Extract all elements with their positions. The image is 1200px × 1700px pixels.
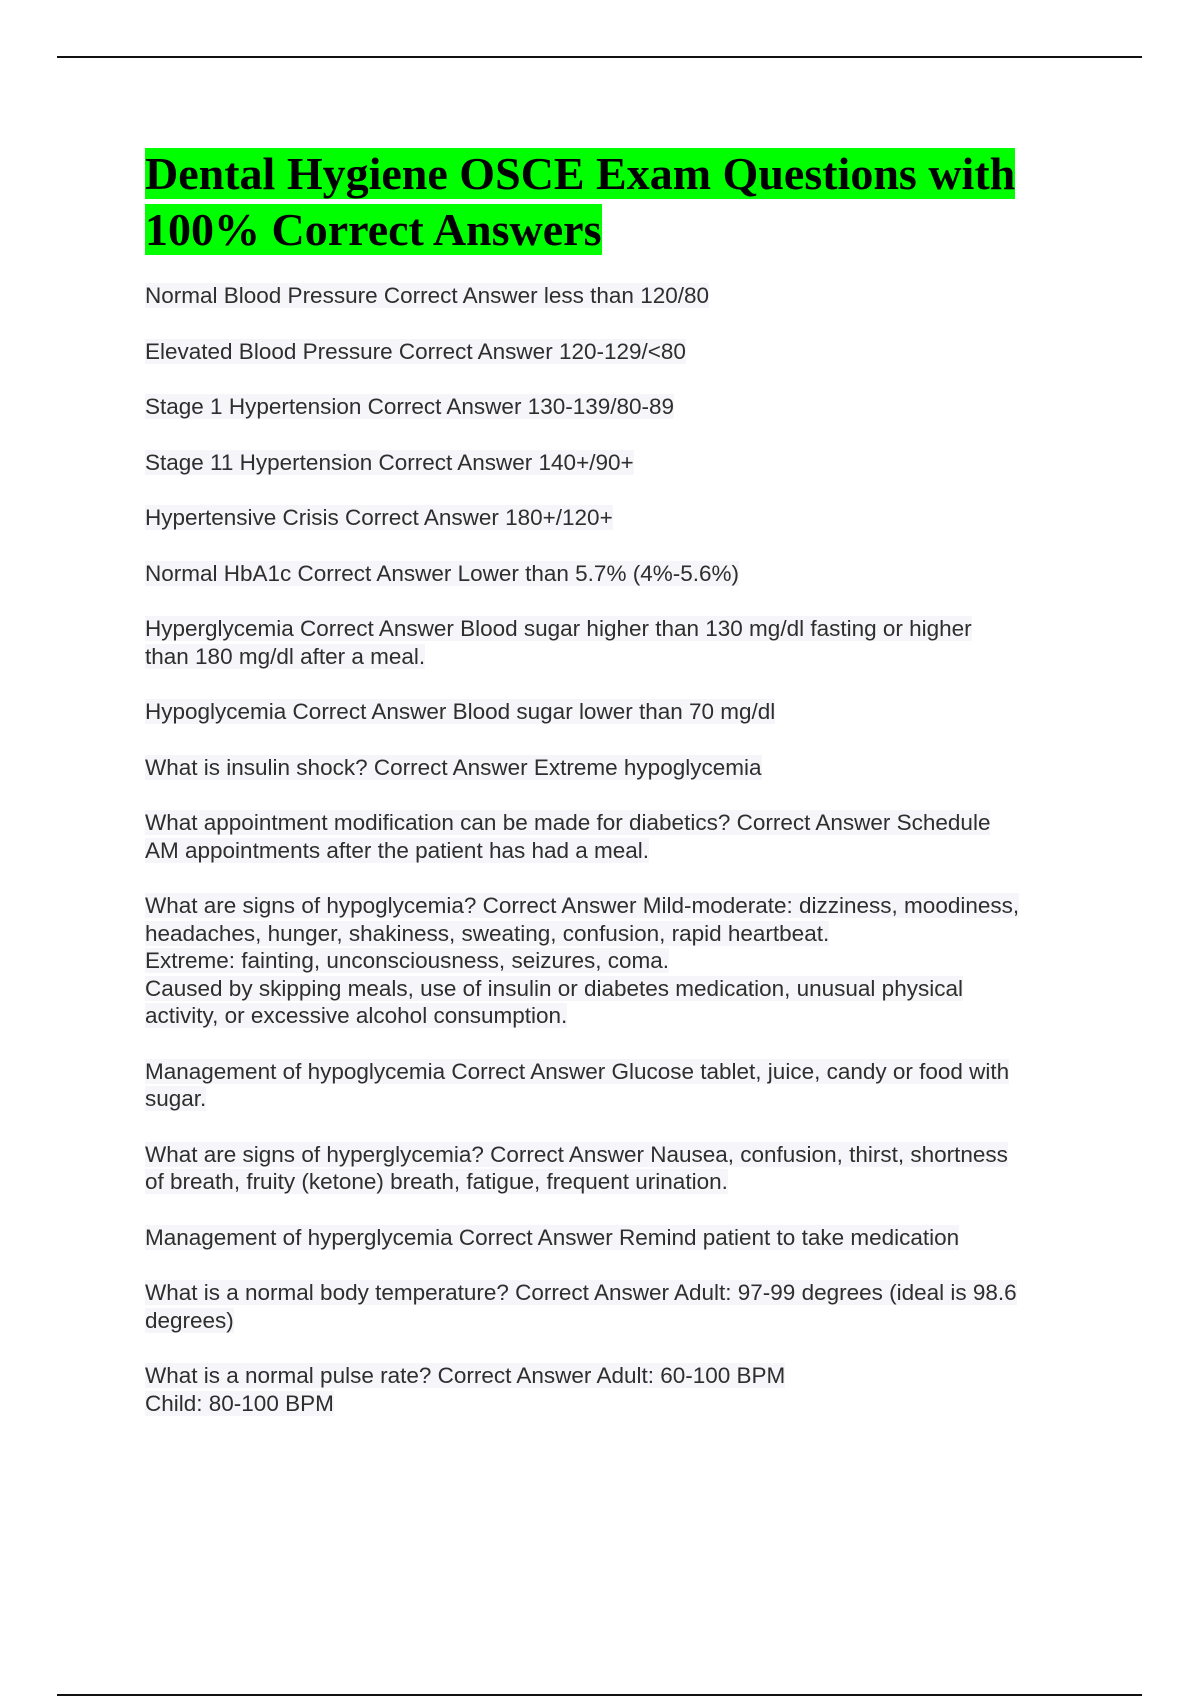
qa-line xyxy=(145,809,1095,837)
qa-item xyxy=(145,698,1095,726)
qa-line-text: Management of hyperglycemia Correct Answer Remind patient to take medication xyxy=(145,1224,960,1250)
qa-item xyxy=(145,504,1095,532)
qa-line xyxy=(145,1002,1095,1030)
qa-line xyxy=(145,338,1095,366)
qa-line-text: Normal HbA1c Correct Answer Lower than 5.7% (4%-5.6%) xyxy=(145,560,739,586)
qa-line-text: What are signs of hypoglycemia? Correct Answer Mild-moderate: dizziness, moodiness, xyxy=(145,893,1020,918)
qa-item xyxy=(145,449,1095,477)
qa-line-text: degrees) xyxy=(145,1307,234,1333)
qa-line-text: Hypertensive Crisis Correct Answer 180+/120+ xyxy=(145,505,613,530)
qa-line-text: What appointment modification can be made for diabetics? Correct Answer Schedule xyxy=(145,810,991,835)
title-line-1: Dental Hygiene OSCE Exam Questions with xyxy=(145,148,1016,199)
header-rule xyxy=(57,56,1142,58)
qa-line xyxy=(145,1390,1095,1418)
qa-item xyxy=(145,1279,1095,1334)
qa-line xyxy=(145,282,1095,310)
qa-item xyxy=(145,754,1095,782)
qa-line xyxy=(145,1307,1095,1335)
qa-item xyxy=(145,615,1095,670)
qa-line-text: Stage 1 Hypertension Correct Answer 130-139/80-89 xyxy=(145,394,675,419)
qa-line-text: AM appointments after the patient has had a meal. xyxy=(145,837,650,863)
qa-item xyxy=(145,892,1095,1030)
title-line-2: 100% Correct Answers xyxy=(145,204,602,255)
qa-line xyxy=(145,698,1095,726)
document-body xyxy=(145,146,1095,1445)
qa-line xyxy=(145,449,1095,477)
qa-line-text: than 180 mg/dl after a meal. xyxy=(145,643,426,669)
qa-line xyxy=(145,615,1095,643)
qa-line-text: headaches, hunger, shakiness, sweating, confusion, rapid heartbeat. xyxy=(145,920,830,946)
document-title xyxy=(145,146,1095,258)
qa-line xyxy=(145,947,1095,975)
qa-line xyxy=(145,504,1095,532)
qa-line xyxy=(145,975,1095,1003)
qa-line-text: What is a normal pulse rate? Correct Answer Adult: 60-100 BPM xyxy=(145,1363,786,1388)
qa-item xyxy=(145,1224,1095,1252)
qa-line-text: of breath, fruity (ketone) breath, fatigue, frequent urination. xyxy=(145,1169,728,1194)
qa-line xyxy=(145,1168,1095,1196)
qa-list xyxy=(145,282,1095,1417)
qa-line xyxy=(145,1362,1095,1390)
qa-line-text: What are signs of hyperglycemia? Correct Answer Nausea, confusion, thirst, shortness xyxy=(145,1141,1008,1167)
footer-rule xyxy=(57,1694,1142,1696)
qa-line-text: Child: 80-100 BPM xyxy=(145,1390,334,1416)
qa-line-text: Stage 11 Hypertension Correct Answer 140+/90+ xyxy=(145,449,634,475)
qa-item xyxy=(145,560,1095,588)
qa-item xyxy=(145,1058,1095,1113)
qa-item xyxy=(145,282,1095,310)
qa-line xyxy=(145,754,1095,782)
qa-line xyxy=(145,560,1095,588)
qa-line xyxy=(145,1224,1095,1252)
qa-line-text: activity, or excessive alcohol consumption. xyxy=(145,1003,568,1028)
qa-line-text: What is a normal body temperature? Correct Answer Adult: 97-99 degrees (ideal is 98.6 xyxy=(145,1280,1017,1305)
qa-line xyxy=(145,1279,1095,1307)
qa-line-text: Hyperglycemia Correct Answer Blood sugar higher than 130 mg/dl fasting or higher xyxy=(145,616,972,641)
qa-item xyxy=(145,809,1095,864)
qa-line xyxy=(145,393,1095,421)
qa-line xyxy=(145,920,1095,948)
qa-line-text: Extreme: fainting, unconsciousness, seizures, coma. xyxy=(145,948,669,973)
qa-item xyxy=(145,338,1095,366)
qa-line xyxy=(145,1058,1095,1086)
qa-item xyxy=(145,1141,1095,1196)
qa-line xyxy=(145,1141,1095,1169)
qa-item xyxy=(145,1362,1095,1417)
qa-line-text: Hypoglycemia Correct Answer Blood sugar lower than 70 mg/dl xyxy=(145,699,776,724)
qa-line-text: Caused by skipping meals, use of insulin or diabetes medication, unusual physical xyxy=(145,975,963,1001)
qa-line xyxy=(145,892,1095,920)
qa-line xyxy=(145,643,1095,671)
qa-line xyxy=(145,837,1095,865)
qa-line-text: sugar. xyxy=(145,1086,207,1111)
qa-line-text: Normal Blood Pressure Correct Answer less than 120/80 xyxy=(145,283,710,308)
qa-line-text: What is insulin shock? Correct Answer Extreme hypoglycemia xyxy=(145,754,762,780)
qa-line-text: Elevated Blood Pressure Correct Answer 120-129/<80 xyxy=(145,338,686,364)
qa-line xyxy=(145,1085,1095,1113)
qa-line-text: Management of hypoglycemia Correct Answer Glucose tablet, juice, candy or food with xyxy=(145,1058,1010,1084)
qa-item xyxy=(145,393,1095,421)
